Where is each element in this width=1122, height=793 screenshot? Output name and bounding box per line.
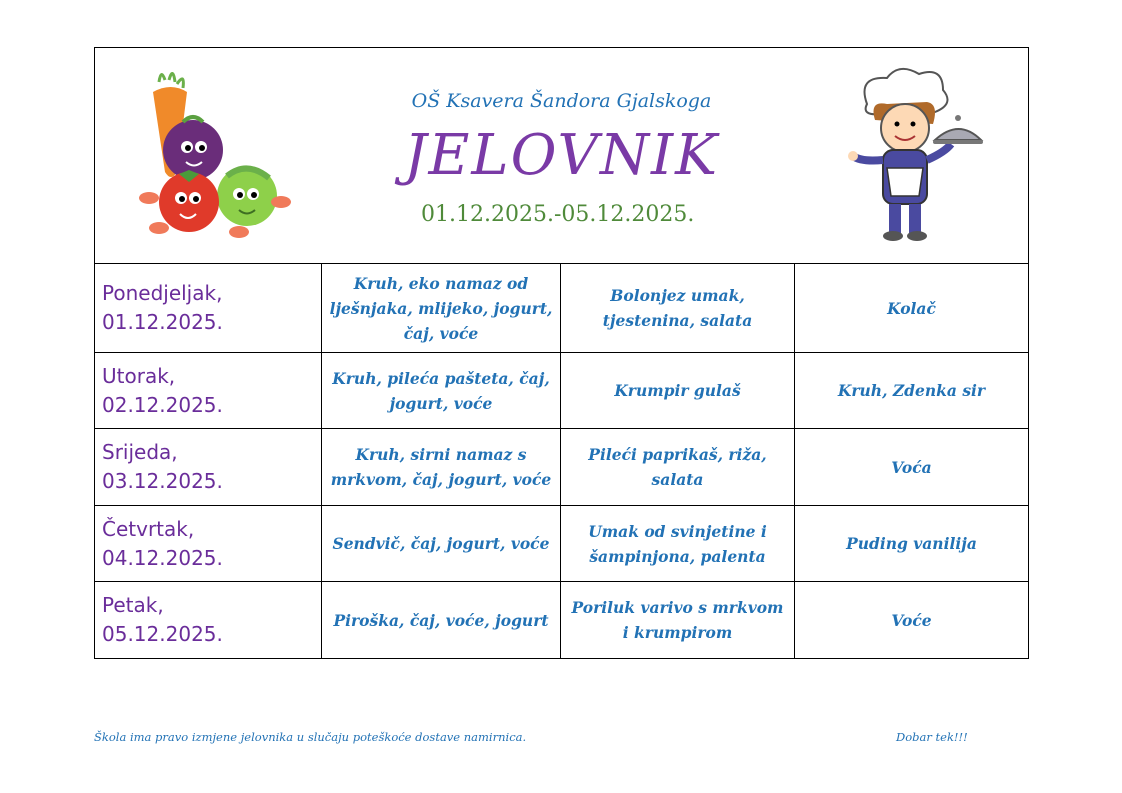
day-name: Utorak, (102, 363, 176, 388)
snack-cell: Kruh, Zdenka sir (795, 353, 1029, 429)
header-cell (95, 48, 1029, 264)
lunch-cell: Poriluk varivo s mrkvom i krumpirom (561, 582, 795, 659)
table-row (95, 429, 1029, 506)
day-name: Petak, (102, 593, 164, 617)
day-cell (95, 264, 322, 353)
date-range: 01.12.2025.-05.12.2025. (421, 202, 695, 227)
lunch-cell: Umak od svinjetine i šampinjona, palenta (561, 506, 795, 582)
footer-wish: Dobar tek!!! (896, 730, 968, 744)
day-date: 03.12.2025. (102, 469, 223, 493)
footer-note: Škola ima pravo izmjene jelovnika u slučaju poteškoće dostave namirnica. (94, 730, 527, 744)
breakfast-cell: Kruh, sirni namaz s mrkvom, čaj, jogurt, voće (322, 429, 561, 506)
snack-cell: Voće (795, 582, 1029, 659)
day-date: 01.12.2025. (102, 310, 223, 334)
header-row (95, 48, 1029, 264)
day-date: 02.12.2025. (102, 392, 223, 417)
chef-illustration (847, 64, 987, 242)
breakfast-cell: Piroška, čaj, voće, jogurt (322, 582, 561, 659)
page-title: JELOVNIK (404, 123, 719, 188)
day-name: Srijeda, (102, 440, 178, 464)
table-row (95, 264, 1029, 353)
day-cell (95, 353, 322, 429)
day-name: Ponedjeljak, (102, 281, 223, 305)
lunch-cell: Pileći paprikaš, riža, salata (561, 429, 795, 506)
snack-cell: Voća (795, 429, 1029, 506)
day-date: 04.12.2025. (102, 545, 223, 570)
day-name: Četvrtak, (102, 516, 195, 541)
snack-cell: Puding vanilija (795, 506, 1029, 582)
menu-table (94, 47, 1029, 659)
breakfast-cell: Kruh, eko namaz od lješnjaka, mlijeko, jogurt, čaj, voće (322, 264, 561, 353)
day-cell (95, 506, 322, 582)
lunch-cell: Bolonjez umak, tjestenina, salata (561, 264, 795, 353)
table-row (95, 353, 1029, 429)
table-row (95, 582, 1029, 659)
day-cell (95, 582, 322, 659)
day-cell (95, 429, 322, 506)
table-row (95, 506, 1029, 582)
breakfast-cell: Kruh, pileća pašteta, čaj, jogurt, voće (322, 353, 561, 429)
day-date: 05.12.2025. (102, 622, 223, 646)
breakfast-cell: Sendvič, čaj, jogurt, voće (322, 506, 561, 582)
snack-cell: Kolač (795, 264, 1029, 353)
school-name: OŠ Ksavera Šandora Gjalskoga (411, 90, 712, 112)
lunch-cell: Krumpir gulaš (561, 353, 795, 429)
